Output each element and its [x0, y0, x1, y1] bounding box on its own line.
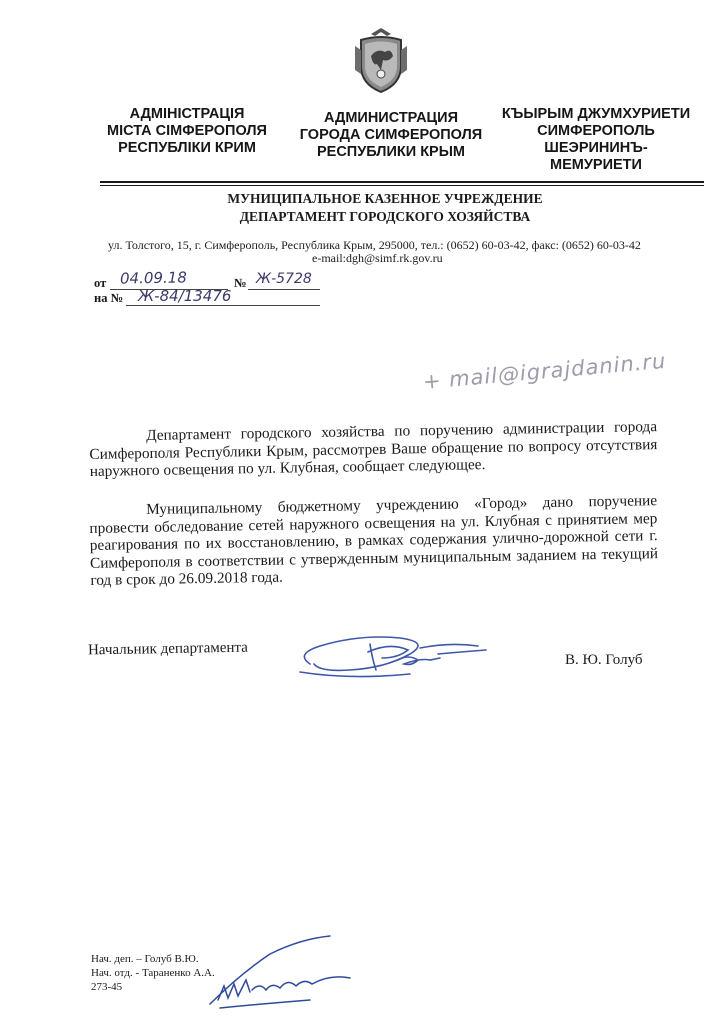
footer-line: 273-45 — [91, 981, 123, 993]
header-ru-line: АДМИНИСТРАЦИЯ — [323, 110, 458, 126]
organization-line: ДЕПАРТАМЕНТ ГОРОДСКОГО ХОЗЯЙСТВА — [239, 209, 531, 224]
header-ukrainian — [104, 106, 270, 157]
header-ua-line: РЕСПУБЛІКИ КРИМ — [118, 140, 256, 156]
reference-label: на № — [94, 291, 124, 305]
footer-line: Нач. деп. – Голуб В.Ю. — [91, 953, 199, 965]
body-paragraph: Департамент городского хозяйства по поручению администрации города Симферополя Республики Крым, рассмотрев Ваше обращение по вопросу отсутствия наружного освещения по ул. Клубная, сообщает следующее. — [89, 418, 658, 480]
handwritten-date: 04.09.18 — [119, 268, 187, 288]
header-crh-line: ШЕЭРИНИНЪ- — [544, 140, 648, 156]
organization-line: МУНИЦИПАЛЬНОЕ КАЗЕННОЕ УЧРЕЖДЕНИЕ — [227, 191, 543, 206]
header-crh-line: СИМФЕРОПОЛЬ — [537, 123, 655, 139]
signature-image — [290, 624, 495, 682]
header-crh-line: МЕМУРИЕТИ — [550, 157, 642, 173]
handwritten-email-note: + mail@igrajdanin.ru — [421, 348, 668, 394]
header-russian — [292, 110, 490, 161]
signer-title: Начальник департамента — [87, 639, 249, 659]
coat-of-arms-icon — [351, 26, 411, 94]
handwritten-reference-number: Ж-84/13476 — [138, 287, 232, 305]
handwritten-number: Ж-5728 — [256, 271, 312, 287]
header-ua-line: АДМІНІСТРАЦІЯ — [129, 106, 245, 122]
header-ua-line: МІСТА СІМФЕРОПОЛЯ — [107, 123, 267, 139]
header-crimean-tatar — [496, 106, 696, 174]
header-divider-thin — [100, 185, 704, 186]
email-line: e-mail:dgh@simf.rk.gov.ru — [312, 251, 443, 265]
initials-signature-image — [200, 934, 360, 1014]
body-paragraph: Муниципальному бюджетному учреждению «Город» дано поручение провести обследование сетей наружного освещения на ул. Клубная с принятием мер реагирования по их восстановлению, в рамках содержания улично-дорожной сети г. Симферополя в соответствии с утвержденным муниципальным заданием на текущий год в срок до 26.09.2018 года. — [89, 492, 659, 589]
reference-line — [126, 305, 320, 306]
header-ru-line: ГОРОДА СИМФЕРОПОЛЯ — [299, 127, 483, 143]
number-line — [248, 289, 320, 290]
header-ru-line: РЕСПУБЛИКИ КРЫМ — [316, 144, 465, 160]
header-crh-line: КЪЫРЫМ ДЖУМХУРИЕТИ — [501, 106, 691, 122]
footer-line: Нач. отд. - Тараненко А.А. — [91, 967, 215, 979]
address-line: ул. Толстого, 15, г. Симферополь, Республика Крым, 295000, тел.: (0652) 60-03-42, факс: (0652) 60-03-42 — [108, 238, 641, 252]
organization-name — [150, 190, 620, 226]
header-divider — [100, 181, 704, 183]
from-label: от — [94, 276, 107, 290]
number-label: № — [234, 276, 247, 290]
signer-name: В. Ю. Голуб — [565, 652, 643, 668]
